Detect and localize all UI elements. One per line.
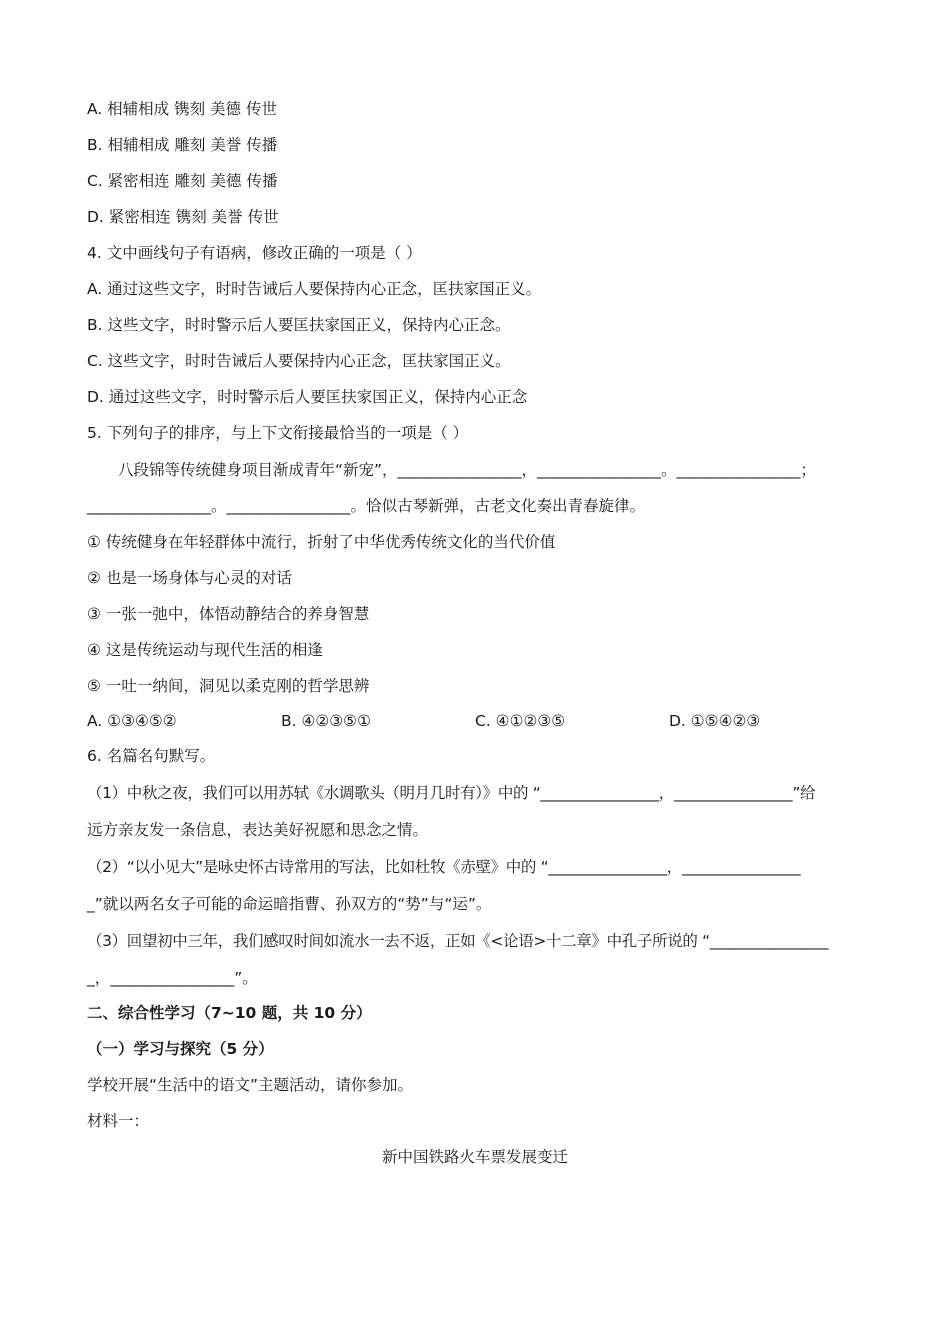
- q6-line-5: （3）回望初中三年，我们感叹时间如流水一去不返，正如《<论语>十二章》中孔子所说的 “________________: [87, 932, 829, 950]
- q5-option-a: A. ①③④⑤②: [87, 712, 177, 730]
- q6-line-3: （2）“以小见大”是咏史怀古诗常用的写法，比如杜牧《赤壁》中的 “________________，________________: [87, 858, 801, 876]
- q5-passage-line1: 八段锦等传统健身项目渐成青年“新宠”，________________，________________。________________；: [118, 461, 817, 479]
- q4-option-c: C. 这些文字，时时告诫后人要保持内心正念，匡扶家国正义。: [87, 352, 511, 370]
- q4-option-b: B. 这些文字，时时警示后人要匡扶家国正义，保持内心正念。: [87, 316, 511, 334]
- section2-subtitle: （一）学习与探究（5 分）: [87, 1040, 274, 1058]
- q4-option-a: A. 通过这些文字，时时告诫后人要保持内心正念，匡扶家国正义。: [87, 280, 542, 298]
- q5-item-5: ⑤ 一吐一纳间，洞见以柔克刚的哲学思辨: [87, 677, 370, 695]
- q4-stem: 4. 文中画线句子有语病，修改正确的一项是（ ）: [87, 244, 422, 262]
- section2-intro: 学校开展“生活中的语文”主题活动，请你参加。: [87, 1076, 414, 1094]
- q6-stem: 6. 名篇名句默写。: [87, 747, 216, 765]
- q6-line-1: （1）中秋之夜，我们可以用苏轼《水调歌头（明月几时有）》中的 “________________，________________”给: [87, 784, 816, 802]
- q5-item-4: ④ 这是传统运动与现代生活的相逢: [87, 641, 323, 659]
- material-title: 新中国铁路火车票发展变迁: [381, 1148, 568, 1166]
- q6-line-2: 远方亲友发一条信息，表达美好祝愿和思念之情。: [87, 821, 429, 839]
- section2-title: 二、综合性学习（7~10 题，共 10 分）: [87, 1004, 372, 1022]
- q5-stem: 5. 下列句子的排序，与上下文衔接最恰当的一项是（ ）: [87, 424, 469, 442]
- q5-item-3: ③ 一张一弛中，体悟动静结合的养身智慧: [87, 605, 370, 623]
- q6-line-6: _，________________”。: [87, 969, 258, 987]
- q5-option-c: C. ④①②③⑤: [475, 712, 566, 730]
- q5-option-d: D. ①⑤④②③: [669, 712, 761, 730]
- q6-line-4: _”就以两名女子可能的命运暗指曹、孙双方的“势”与“运”。: [87, 895, 492, 913]
- q4-option-d: D. 通过这些文字，时时警示后人要匡扶家国正义，保持内心正念: [87, 388, 528, 406]
- q5-passage-line2: ________________。________________。恰似古琴新弹，古老文化奏出青春旋律。: [87, 497, 646, 515]
- q3-option-d: D. 紧密相连 镌刻 美誉 传世: [87, 208, 279, 226]
- q3-option-c: C. 紧密相连 雕刻 美德 传播: [87, 172, 278, 190]
- q5-item-1: ① 传统健身在年轻群体中流行，折射了中华优秀传统文化的当代价值: [87, 533, 556, 551]
- q5-option-b: B. ④②③⑤①: [281, 712, 371, 730]
- q3-option-a: A. 相辅相成 镌刻 美德 传世: [87, 100, 277, 118]
- material-label: 材料一：: [87, 1112, 150, 1130]
- q5-item-2: ② 也是一场身体与心灵的对话: [87, 569, 292, 587]
- q3-option-b: B. 相辅相成 雕刻 美誉 传播: [87, 136, 278, 154]
